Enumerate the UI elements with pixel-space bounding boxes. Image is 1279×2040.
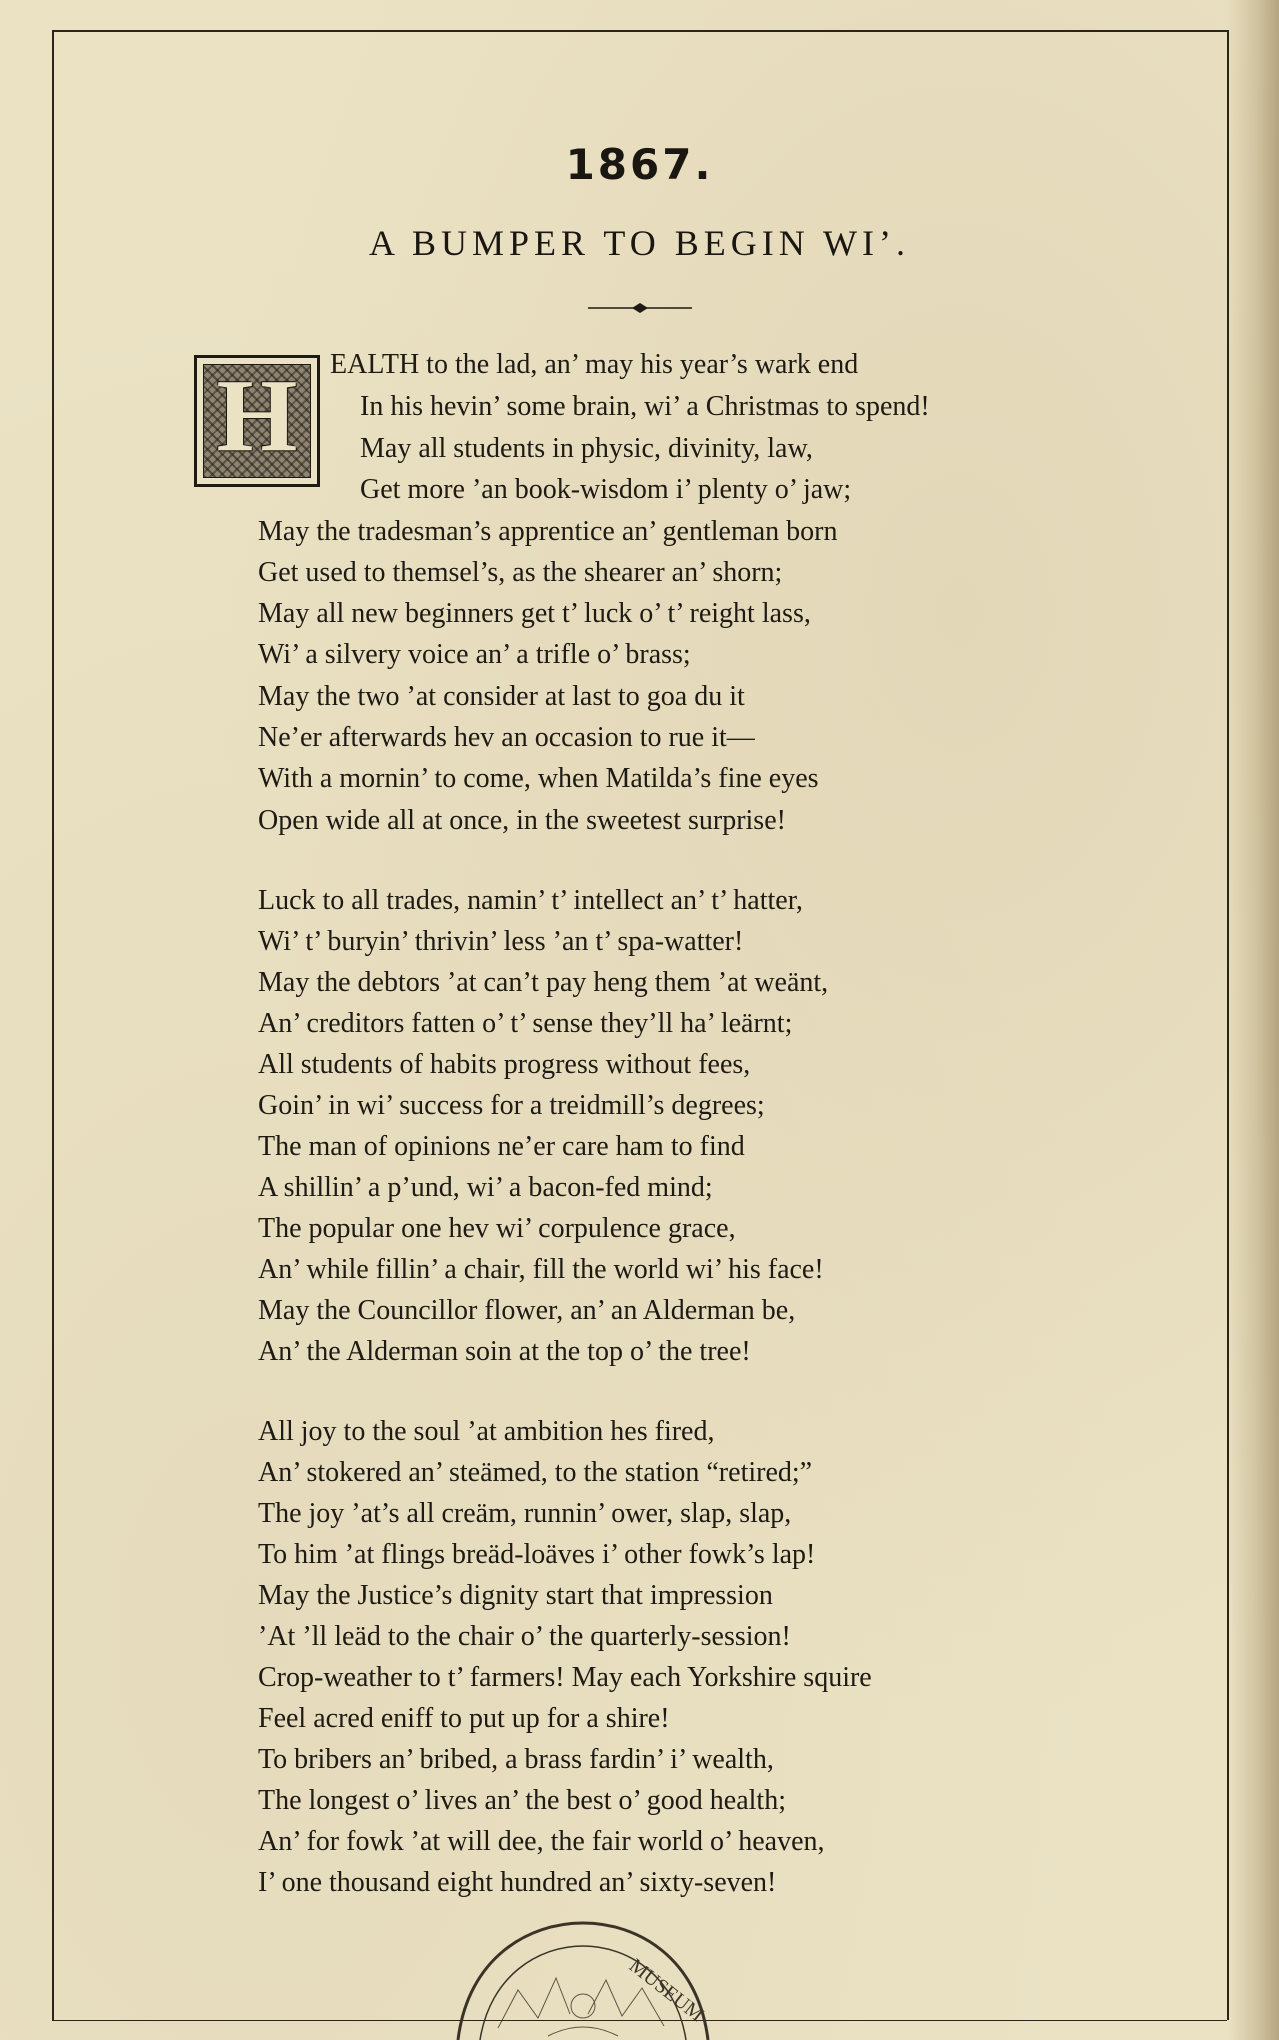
poem-line: To bribers an’ bribed, a brass fardin’ i’ wealth,: [258, 1744, 774, 1775]
poem-line: Ne’er afterwards hev an occasion to rue it—: [258, 722, 755, 753]
poem-line: May the debtors ’at can’t pay heng them ’at weänt,: [258, 967, 829, 998]
poem-line: The popular one hev wi’ corpulence grace,: [258, 1213, 736, 1244]
poem-line: Open wide all at once, in the sweetest surprise!: [258, 805, 786, 836]
page-year-heading: 1867.: [565, 140, 714, 189]
poem-line: May all students in physic, divinity, law,: [360, 433, 813, 464]
poem-line: To him ’at flings breäd-loäves i’ other fowk’s lap!: [258, 1539, 816, 1570]
poem-line: Goin’ in wi’ success for a treidmill’s degrees;: [258, 1090, 765, 1121]
decorative-initial-letter: H: [216, 358, 298, 473]
poem-line: An’ stokered an’ steämed, to the station “retired;”: [258, 1457, 813, 1488]
poem-line: All students of habits progress without fees,: [258, 1049, 751, 1080]
poem-line: The joy ’at’s all creäm, runnin’ ower, slap, slap,: [258, 1498, 792, 1529]
poem-line: An’ creditors fatten o’ t’ sense they’ll ha’ leärnt;: [258, 1008, 793, 1039]
library-stamp: [438, 1918, 728, 2040]
poem-line: All joy to the soul ’at ambition hes fired,: [258, 1416, 715, 1447]
poem-line: In his hevin’ some brain, wi’ a Christmas to spend!: [360, 391, 930, 422]
poem-line: With a mornin’ to come, when Matilda’s fine eyes: [258, 763, 819, 794]
poem-line: Crop-weather to t’ farmers! May each Yorkshire squire: [258, 1662, 872, 1693]
poem-line: Get more ’an book-wisdom i’ plenty o’ jaw;: [360, 474, 852, 505]
poem-line: May the tradesman’s apprentice an’ gentleman born: [258, 516, 838, 547]
poem-line: An’ the Alderman soin at the top o’ the tree!: [258, 1336, 751, 1367]
poem-line: Wi’ t’ buryin’ thrivin’ less ’an t’ spa-watter!: [258, 926, 744, 957]
poem-line: Feel acred eniff to put up for a shire!: [258, 1703, 670, 1734]
poem-line: May all new beginners get t’ luck o’ t’ reight lass,: [258, 598, 811, 629]
poem-line: A shillin’ a p’und, wi’ a bacon-fed mind;: [258, 1172, 713, 1203]
poem-line: An’ for fowk ’at will dee, the fair world o’ heaven,: [258, 1826, 825, 1857]
poem-line: The man of opinions ne’er care ham to find: [258, 1131, 745, 1162]
poem-line: I’ one thousand eight hundred an’ sixty-seven!: [258, 1867, 777, 1898]
poem-line: The longest o’ lives an’ the best o’ good health;: [258, 1785, 786, 1816]
poem-line: ’At ’ll leäd to the chair o’ the quarterly-session!: [258, 1621, 791, 1652]
stamp-text: MUSEUM: [624, 1954, 708, 2026]
poem-line: Wi’ a silvery voice an’ a trifle o’ brass;: [258, 639, 691, 670]
poem-line: May the Justice’s dignity start that impression: [258, 1580, 773, 1611]
poem-line: May the two ’at consider at last to goa du it: [258, 681, 745, 712]
poem-line: Luck to all trades, namin’ t’ intellect an’ t’ hatter,: [258, 885, 803, 916]
poem-line: Get used to themsel’s, as the shearer an’ shorn;: [258, 557, 783, 588]
poem-title: A BUMPER TO BEGIN WI’.: [368, 223, 911, 263]
poem-line: An’ while fillin’ a chair, fill the world wi’ his face!: [258, 1254, 824, 1285]
poem-line: EALTH to the lad, an’ may his year’s wark end: [330, 349, 859, 380]
poem-line: May the Councillor flower, an’ an Alderman be,: [258, 1295, 796, 1326]
